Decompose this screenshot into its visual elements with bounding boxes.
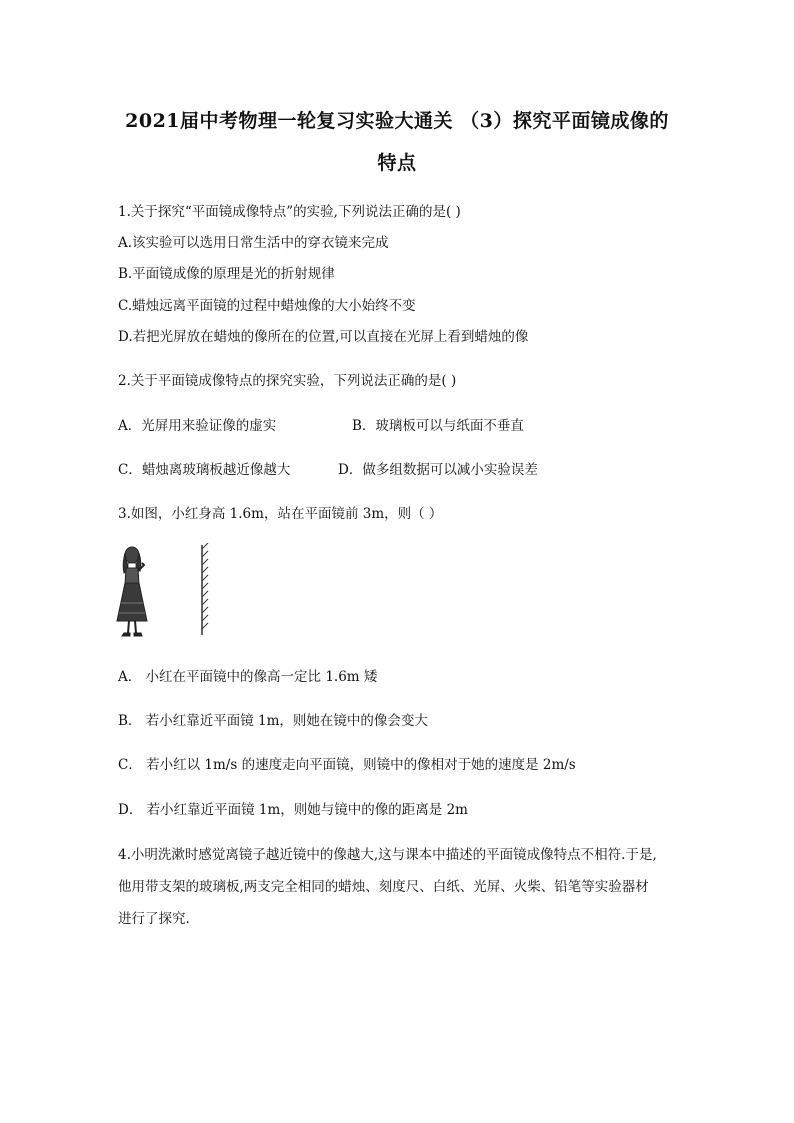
question-4-line-2: 他用带支架的玻璃板,两支完全相同的蜡烛、刻度尺、白纸、光屏、火柴、铅笔等实验器材 (118, 879, 649, 895)
question-2-option-d: D．做多组数据可以减小实验误差 (338, 462, 538, 478)
question-1-option-c: C.蜡烛远离平面镜的过程中蜡烛像的大小始终不变 (118, 298, 416, 314)
question-2-stem: 2.关于平面镜成像特点的探究实验，下列说法正确的是( ) (118, 373, 457, 389)
question-2-option-b: B．玻璃板可以与纸面不垂直 (352, 418, 524, 434)
question-2-option-c: C．蜡烛离玻璃板越近像越大 (118, 462, 291, 478)
question-3-option-c: C． 若小红以 1m/s 的速度走向平面镜，则镜中的像相对于她的速度是 2m/s (118, 757, 576, 773)
question-4-line-3: 进行了探究. (118, 911, 190, 927)
question-3-option-a: A． 小红在平面镜中的像高一定比 1.6m 矮 (118, 669, 378, 685)
question-4-line-1: 4.小明洗漱时感觉离镜子越近镜中的像越大,这与课本中描述的平面镜成像特点不相符.于是, (118, 847, 657, 863)
document-title-continued: 特点 (377, 152, 417, 174)
question-1-stem: 1.关于探究“平面镜成像特点”的实验,下列说法正确的是( ) (118, 204, 461, 220)
question-3-option-b: B． 若小红靠近平面镜 1m，则她在镜中的像会变大 (118, 713, 428, 729)
question-3-option-d: D． 若小红靠近平面镜 1m，则她与镜中的像的距离是 2m (118, 802, 468, 818)
document-title: 2021届中考物理一轮复习实验大通关 （3）探究平面镜成像的 (125, 110, 669, 132)
girl-mirror-figure (112, 543, 222, 643)
plane-mirror-drawing (202, 543, 208, 635)
question-1-option-b: B.平面镜成像的原理是光的折射规律 (118, 266, 335, 282)
question-1-option-d: D.若把光屏放在蜡烛的像所在的位置,可以直接在光屏上看到蜡烛的像 (118, 329, 529, 345)
girl-drawing (117, 547, 147, 636)
question-2-option-a: A．光屏用来验证像的虚实 (118, 418, 277, 434)
question-3-stem: 3.如图，小红身高 1.6m，站在平面镜前 3m，则（ ） (118, 506, 443, 522)
girl-mirror-illustration (112, 543, 222, 643)
question-1-option-a: A.该实验可以选用日常生活中的穿衣镜来完成 (118, 235, 389, 251)
